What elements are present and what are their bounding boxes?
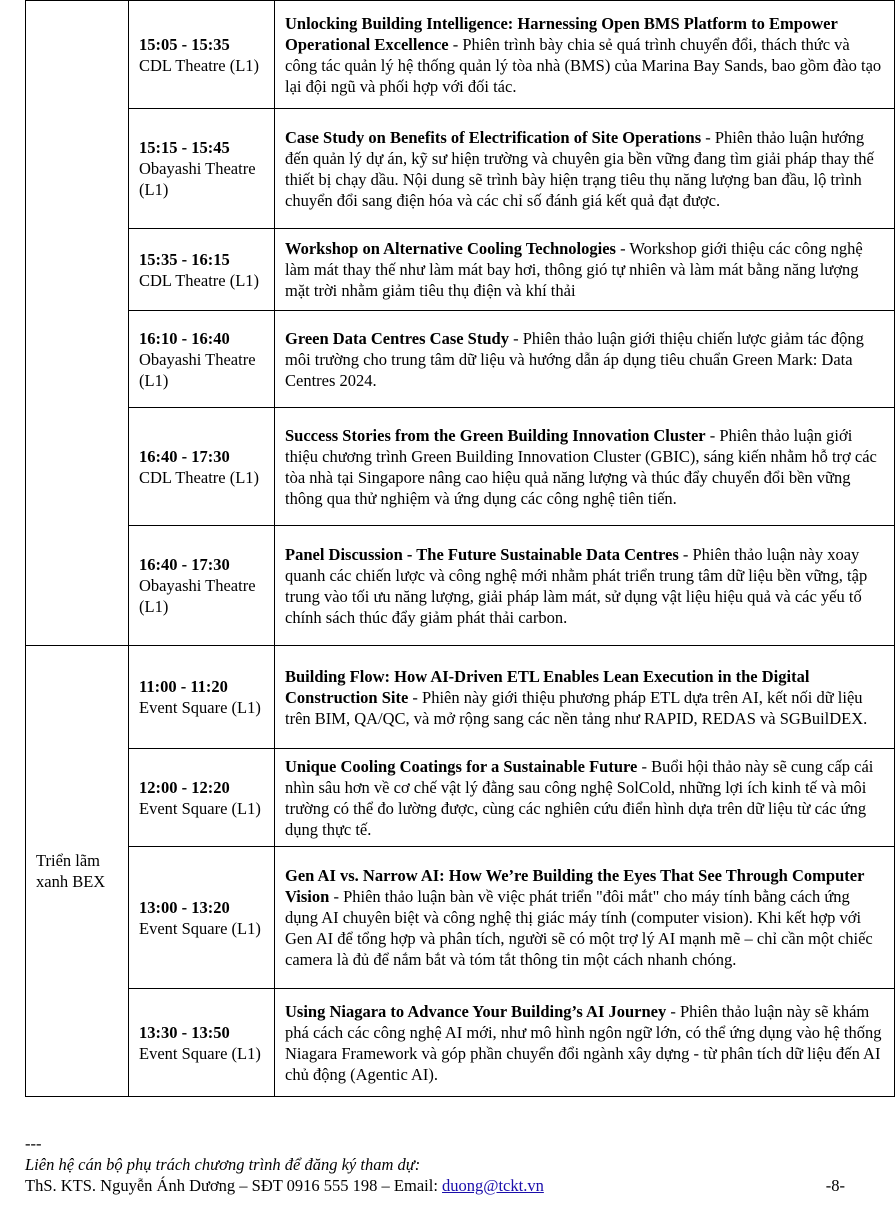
description-cell: [275, 408, 895, 526]
time-cell: [129, 1, 275, 109]
table-row: [26, 847, 895, 989]
description-cell: [275, 229, 895, 311]
group-label: Triển lãm xanh BEX: [36, 851, 106, 891]
description-cell: [275, 847, 895, 989]
session-description: - Phiên này giới thiệu phương pháp ETL dựa trên AI, kết nối dữ liệu trên BIM, QA/QC, và mở rộng sang các nền tảng như RAPID, REDAS và SGBuilDEX.: [285, 687, 868, 728]
table-row: [26, 646, 895, 749]
session-venue: Event Square (L1): [139, 918, 261, 938]
table-row: [26, 1, 895, 109]
session-description: - Phiên thảo luận giới thiệu chương trình Green Building Innovation Cluster (GBIC), sáng kiến nhằm hỗ trợ các tòa nhà tại Singapore nâng cao hiệu quả năng lượng và thúc đẩy chuyển đổi bền vững thông qua thử nghiệm và ứng dụng các công nghệ tiên tiến.: [285, 425, 877, 508]
session-description: - Phiên thảo luận hướng đến quản lý dự án, kỹ sư hiện trường và chuyên gia bền vững đang tìm giải pháp thay thế thiết bị chạy dầu. Nội dung sẽ trình bày hiện trạng tiêu thụ năng lượng ban đầu, lộ trình chuyển đổi sang điện hóa và các chỉ số đánh giá kết quả đạt được.: [285, 127, 874, 210]
session-venue: Obayashi Theatre (L1): [139, 349, 256, 390]
session-time: 15:35 - 16:15: [139, 249, 230, 269]
footer-contact: [25, 1175, 885, 1196]
description-cell: [275, 646, 895, 749]
session-venue: CDL Theatre (L1): [139, 467, 260, 487]
table-row: [26, 526, 895, 646]
schedule-table: [25, 0, 895, 1097]
venue-group-cell: [26, 1, 129, 646]
venue-group-cell: [26, 646, 129, 1097]
session-time: 16:10 - 16:40: [139, 328, 230, 348]
session-title: Case Study on Benefits of Electrification of Site Operations: [285, 127, 702, 147]
session-venue: Event Square (L1): [139, 1043, 261, 1063]
session-description: - Buổi hội thảo này sẽ cung cấp cái nhìn sâu hơn về cơ chế vật lý đằng sau công nghệ SolCold, những lợi ích kinh tế và môi trường có thể đo lường được, cùng các nghiên cứu điển hình dựa trên dữ liệu từ các ứng dụng thực tế.: [285, 756, 874, 839]
session-venue: Event Square (L1): [139, 698, 261, 717]
description-cell: [275, 526, 895, 646]
session-title: Gen AI vs. Narrow AI: How We’re Building the Eyes That See Through Computer Vision: [285, 866, 865, 906]
session-venue: Event Square (L1): [139, 798, 261, 818]
session-title: Building Flow: How AI-Driven ETL Enables Lean Execution in the Digital Construction Site: [285, 666, 810, 707]
time-cell: [129, 229, 275, 311]
session-title: Success Stories from the Green Building Innovation Cluster: [285, 425, 706, 445]
description-cell: [275, 749, 895, 847]
session-time: 12:00 - 12:20: [139, 777, 230, 797]
page-number: -8-: [825, 1176, 845, 1195]
table-row: [26, 229, 895, 311]
session-title: Unique Cooling Coatings for a Sustainable Future: [285, 756, 638, 776]
page-footer: [25, 1133, 885, 1196]
description-cell: [275, 311, 895, 408]
session-description: - Phiên thảo luận giới thiệu chiến lược giảm tác động môi trường cho trung tâm dữ liệu và hướng dẫn áp dụng tiêu chuẩn Green Mark: Data Centres 2024.: [285, 328, 864, 390]
session-description: - Workshop giới thiệu các công nghệ làm mát thay thế như làm mát bay hơi, thông gió tự nhiên và làm mát bằng năng lượng mặt trời nhằm giảm tiêu thụ điện và khí thải: [285, 239, 863, 300]
time-cell: [129, 311, 275, 408]
footer-note: Liên hệ cán bộ phụ trách chương trình để đăng ký tham dự:: [25, 1155, 421, 1174]
session-time: 16:40 - 17:30: [139, 446, 230, 466]
table-row: [26, 989, 895, 1097]
session-title: Using Niagara to Advance Your Building’s AI Journey: [285, 1001, 667, 1021]
footer-separator: ---: [25, 1134, 42, 1153]
session-time: 15:05 - 15:35: [139, 34, 230, 54]
contact-text: ThS. KTS. Nguyễn Ánh Dương – SĐT 0916 555 198 – Email:: [25, 1176, 443, 1195]
description-cell: [275, 109, 895, 229]
time-cell: [129, 109, 275, 229]
time-cell: [129, 989, 275, 1097]
session-description: - Phiên thảo luận bàn về việc phát triển "đôi mắt" cho máy tính bằng cách ứng dụng AI chuyên biệt và công nghệ thị giác máy tính (computer vision). Khi kết hợp với Gen AI để tổng hợp và phân tích, người sẽ có một trợ lý AI mạnh mẽ – chỉ cần một chiếc camera là đủ để nắm bắt và tóm tắt thông tin một cách nhanh chóng.: [285, 887, 873, 969]
session-title: Workshop on Alternative Cooling Technologies: [285, 239, 616, 258]
session-time: 16:40 - 17:30: [139, 555, 230, 574]
session-description: - Phiên thảo luận này sẽ khám phá cách các công nghệ AI mới, như mô hình ngôn ngữ lớn, có thể ứng dụng vào hệ thống Niagara Framework và góp phần chuyển đổi ngành xây dựng - từ phân tích dữ liệu đến AI chủ động (Agentic AI).: [285, 1001, 882, 1084]
table-row: [26, 109, 895, 229]
table-row: [26, 408, 895, 526]
session-time: 11:00 - 11:20: [139, 677, 228, 696]
session-venue: CDL Theatre (L1): [139, 55, 260, 75]
description-cell: [275, 989, 895, 1097]
email-link[interactable]: duong@tckt.vn: [442, 1176, 544, 1195]
time-cell: [129, 646, 275, 749]
description-cell: [275, 1, 895, 109]
session-description: - Phiên thảo luận này xoay quanh các chiến lược và công nghệ mới nhằm phát triển trung tâm dữ liệu bền vững, tập trung vào tối ưu năng lượng, giải pháp làm mát, sử dụng vật liệu hiệu quả và các yếu tố chính sách thúc đẩy giảm phát thải carbon.: [285, 544, 868, 627]
time-cell: [129, 408, 275, 526]
session-description: - Phiên trình bày chia sẻ quá trình chuyển đổi, thách thức và công tác quản lý hệ thống quản lý tòa nhà (BMS) của Marina Bay Sands, bao gồm đào tạo lại đội ngũ và phối hợp với đối tác.: [285, 34, 882, 96]
session-time: 13:30 - 13:50: [139, 1022, 230, 1042]
session-time: 15:15 - 15:45: [139, 138, 230, 157]
session-time: 13:00 - 13:20: [139, 897, 230, 917]
time-cell: [129, 847, 275, 989]
time-cell: [129, 749, 275, 847]
session-venue: Obayashi Theatre (L1): [139, 576, 256, 616]
session-title: Unlocking Building Intelligence: Harnessing Open BMS Platform to Empower Operational Excellence: [285, 13, 838, 54]
table-row: [26, 749, 895, 847]
table-row: [26, 311, 895, 408]
session-venue: Obayashi Theatre (L1): [139, 159, 256, 199]
session-title: Panel Discussion - The Future Sustainable Data Centres: [285, 544, 679, 564]
session-title: Green Data Centres Case Study: [285, 328, 509, 348]
session-venue: CDL Theatre (L1): [139, 270, 260, 290]
time-cell: [129, 526, 275, 646]
